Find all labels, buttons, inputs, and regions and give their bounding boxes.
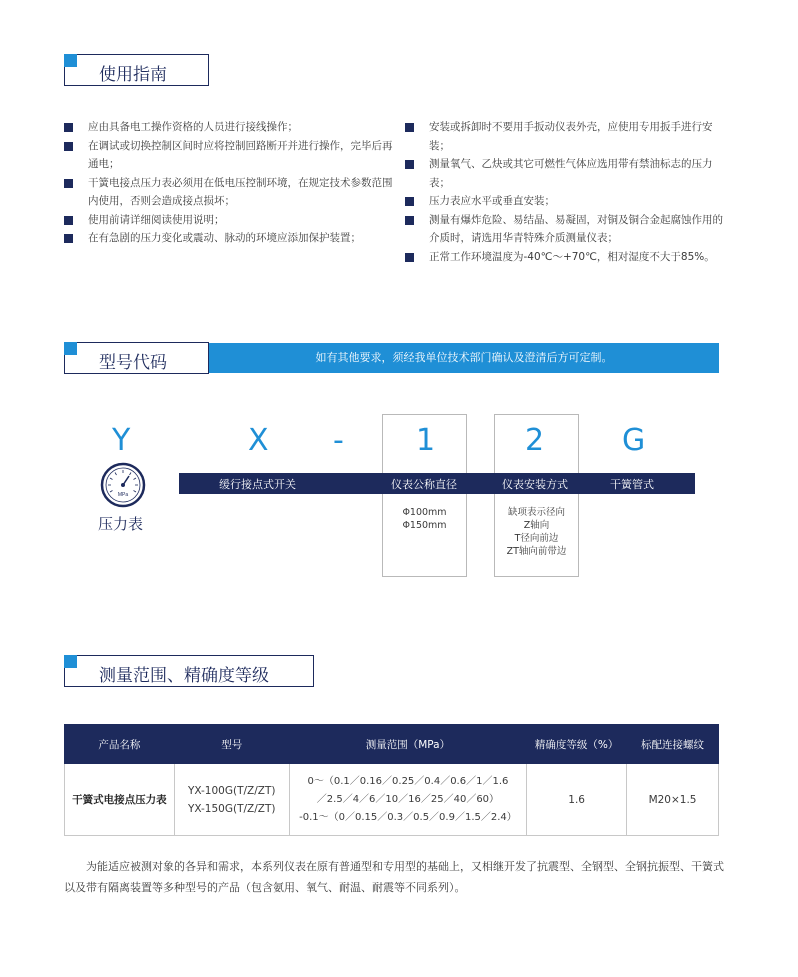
spec-table (64, 724, 719, 836)
code-dash: - (333, 423, 344, 458)
list-item: Z轴向 (523, 520, 550, 531)
code-letter-x: X (248, 423, 269, 458)
mount-options (494, 506, 579, 558)
bar-label-mount: 仪表安装方式 (502, 478, 568, 491)
table-row (65, 764, 719, 836)
list-item: 使用前请详细阅读使用说明； (64, 211, 394, 230)
code-letter-y: Y (112, 423, 131, 458)
column-header: 标配连接螺纹 (627, 725, 719, 764)
code-digit-1: 1 (416, 423, 436, 458)
usage-notes-right (405, 118, 723, 266)
list-item: 压力表应水平或垂直安装； (405, 192, 723, 211)
square-bullet-icon (64, 123, 73, 132)
list-item: 应由具备电工操作资格的人员进行接线操作； (64, 118, 394, 137)
square-bullet-icon (64, 216, 73, 225)
footer-paragraph: 为能适应被测对象的各异和需求，本系列仪表在原有普通型和专用型的基础上，又相继开发了抗震型、全钢型、全钢抗振型、干簧式以及带有隔离装置等多种型号的产品（包含氨用、氧气、耐温、耐震等不同系列）。 (64, 860, 724, 894)
square-bullet-icon (405, 216, 414, 225)
list-item: 安装或拆卸时不要用手扳动仪表外壳，应使用专用扳手进行安装； (405, 118, 723, 155)
header-accent-square (64, 342, 77, 355)
section-title-model: 型号代码 (99, 353, 167, 373)
range-cell: 0～（0.1／0.16／0.25／0.4／0.6／1／1.6 ／2.5／4／6／10／16／25／40／60） -0.1～（0／0.15／0.3／0.5／0.9／1.5／2.4） (289, 764, 527, 836)
gauge-unit-label: MPa (117, 492, 129, 498)
list-item: Φ100mm (402, 507, 447, 518)
list-item: 在调试或切换控制区间时应将控制回路断开并进行操作，完毕后再通电； (64, 137, 394, 174)
list-item: 测量有爆炸危险、易结晶、易凝固，对铜及铜合金起腐蚀作用的介质时，请选用华青特殊介质测量仪表； (405, 211, 723, 248)
section-header-usage (64, 54, 209, 86)
usage-notes-left (64, 118, 394, 248)
pressure-gauge-icon (100, 462, 146, 508)
list-item: 正常工作环境温度为-40℃～+70℃，相对湿度不大于85%。 (405, 248, 723, 267)
list-item: T径向前边 (514, 533, 559, 544)
square-bullet-icon (64, 179, 73, 188)
square-bullet-icon (405, 160, 414, 169)
column-header: 型号 (174, 725, 289, 764)
section-title-usage: 使用指南 (99, 65, 167, 85)
list-item: ZT轴向前带边 (506, 546, 567, 557)
code-letter-g: G (622, 423, 646, 458)
list-item: 干簧电接点压力表必须用在低电压控制环境，在规定技术参数范围内使用，否则会造成接点损坏； (64, 174, 394, 211)
custom-order-banner: 如有其他要求，须经我单位技术部门确认及澄清后方可定制。 (209, 343, 719, 373)
square-bullet-icon (405, 123, 414, 132)
column-header: 精确度等级（%） (527, 725, 627, 764)
diameter-options (382, 506, 467, 532)
bar-label-switch: 缓行接点式开关 (219, 478, 296, 491)
thread-cell: M20×1.5 (627, 764, 719, 836)
section-header-range (64, 655, 314, 687)
square-bullet-icon (405, 197, 414, 206)
accuracy-cell: 1.6 (527, 764, 627, 836)
square-bullet-icon (405, 253, 414, 262)
section-header-model (64, 342, 209, 374)
header-accent-square (64, 655, 77, 668)
table-header-row (65, 725, 719, 764)
header-accent-square (64, 54, 77, 67)
model-cell: YX-100G(T/Z/ZT) YX-150G(T/Z/ZT) (174, 764, 289, 836)
bar-label-reed: 干簧管式 (610, 478, 654, 491)
bar-label-diameter: 仪表公称直径 (391, 478, 457, 491)
list-item: 在有急剧的压力变化或震动、脉动的环境应添加保护装置； (64, 229, 394, 248)
list-item: Φ150mm (402, 520, 447, 531)
section-title-range: 测量范围、精确度等级 (99, 666, 269, 686)
column-header: 测量范围（MPa） (289, 725, 527, 764)
list-item: 测量氧气、乙炔或其它可燃性气体应选用带有禁油标志的压力表； (405, 155, 723, 192)
column-header: 产品名称 (65, 725, 175, 764)
list-item: 缺项表示径向 (507, 507, 565, 518)
product-name-cell: 干簧式电接点压力表 (65, 764, 175, 836)
code-digit-2: 2 (525, 423, 545, 458)
square-bullet-icon (64, 234, 73, 243)
square-bullet-icon (64, 142, 73, 151)
gauge-label: 压力表 (98, 515, 144, 533)
